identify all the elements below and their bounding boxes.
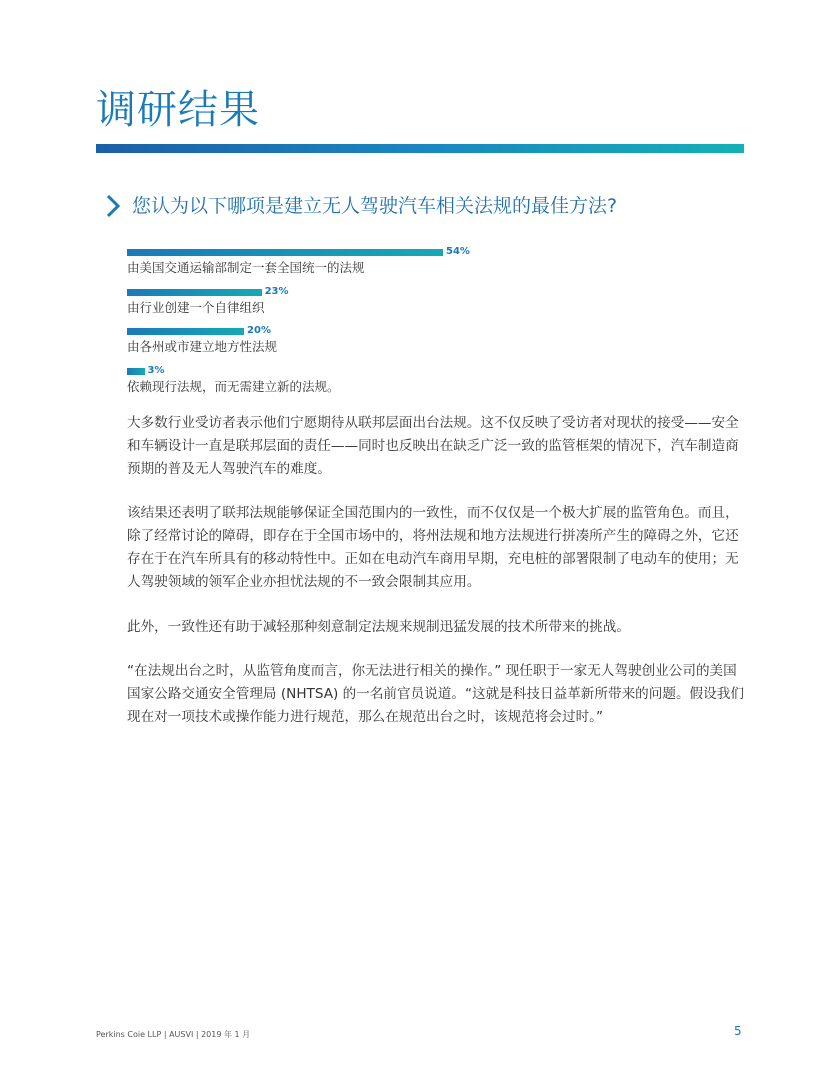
paragraph: “在法规出台之时，从监管角度而言，你无法进行相关的操作。” 现任职于一家无人驾驶创业公司的美国国家公路交通安全管理局 (NHTSA) 的一名前官员说道。“这就是科技日益革新所带来的问题。假设我们现在对一项技术或操作能力进行规范，那么在规范出台之时，该规范将会过时。”: [127, 663, 744, 725]
survey-bar-chart: [127, 246, 747, 404]
bar-category-label: 由美国交通运输部制定一套全国统一的法规: [127, 260, 365, 275]
bar: [127, 368, 145, 375]
bar-row: [127, 325, 747, 365]
bar-row: [127, 286, 747, 326]
bar-value-label: 54%: [446, 246, 470, 257]
bar-category-label: 由行业创建一个自律组织: [127, 299, 265, 315]
bar-category-label: 由各州或市建立地方性法规: [127, 339, 278, 354]
bar-row: [127, 246, 747, 286]
page-number: 5: [734, 1024, 742, 1038]
bar-value-label: 3%: [147, 364, 165, 376]
bar-row: [127, 365, 747, 405]
footer-source: Perkins Coie LLP | AUSVI | 2019 年 1 月: [96, 1030, 251, 1039]
bar-category-label: 依赖现行法规，而无需建立新的法规。: [127, 378, 340, 394]
question-text: 您认为以下哪项是建立无人驾驶汽车相关法规的最佳方法?: [132, 195, 618, 217]
bar: [127, 289, 262, 296]
bar: [127, 249, 443, 256]
bar-value-label: 23%: [264, 285, 289, 297]
paragraph: 大多数行业受访者表示他们宁愿期待从联邦层面出台法规。这不仅反映了受访者对现状的接受——安全和车辆设计一直是联邦层面的责任——同时也反映出在缺乏广泛一致的监管框架的情况下，汽车制造商预期的普及无人驾驶汽车的难度。: [127, 415, 739, 477]
page-title: 调研结果: [96, 87, 260, 133]
title-divider: [96, 144, 744, 153]
body-text: [127, 412, 744, 751]
survey-question: [104, 192, 744, 220]
bar: [127, 328, 244, 335]
paragraph: 该结果还表明了联邦法规能够保证全国范围内的一致性，而不仅仅是一个极大扩展的监管角色。而且，除了经常讨论的障碍，即存在于全国市场中的，将州法规和地方法规进行拼凑所产生的障碍之外，它还存在于在汽车所具有的移动特性中。正如在电动汽车商用早期，充电桩的部署限制了电动车的使用；无人驾驶领域的领军企业亦担忧法规的不一致会限制其应用。: [127, 505, 739, 590]
bar-value-label: 20%: [247, 325, 271, 336]
chevron-right-icon: [104, 192, 124, 220]
paragraph: 此外，一致性还有助于减轻那种刻意制定法规来规制迅猛发展的技术所带来的挑战。: [127, 618, 630, 635]
